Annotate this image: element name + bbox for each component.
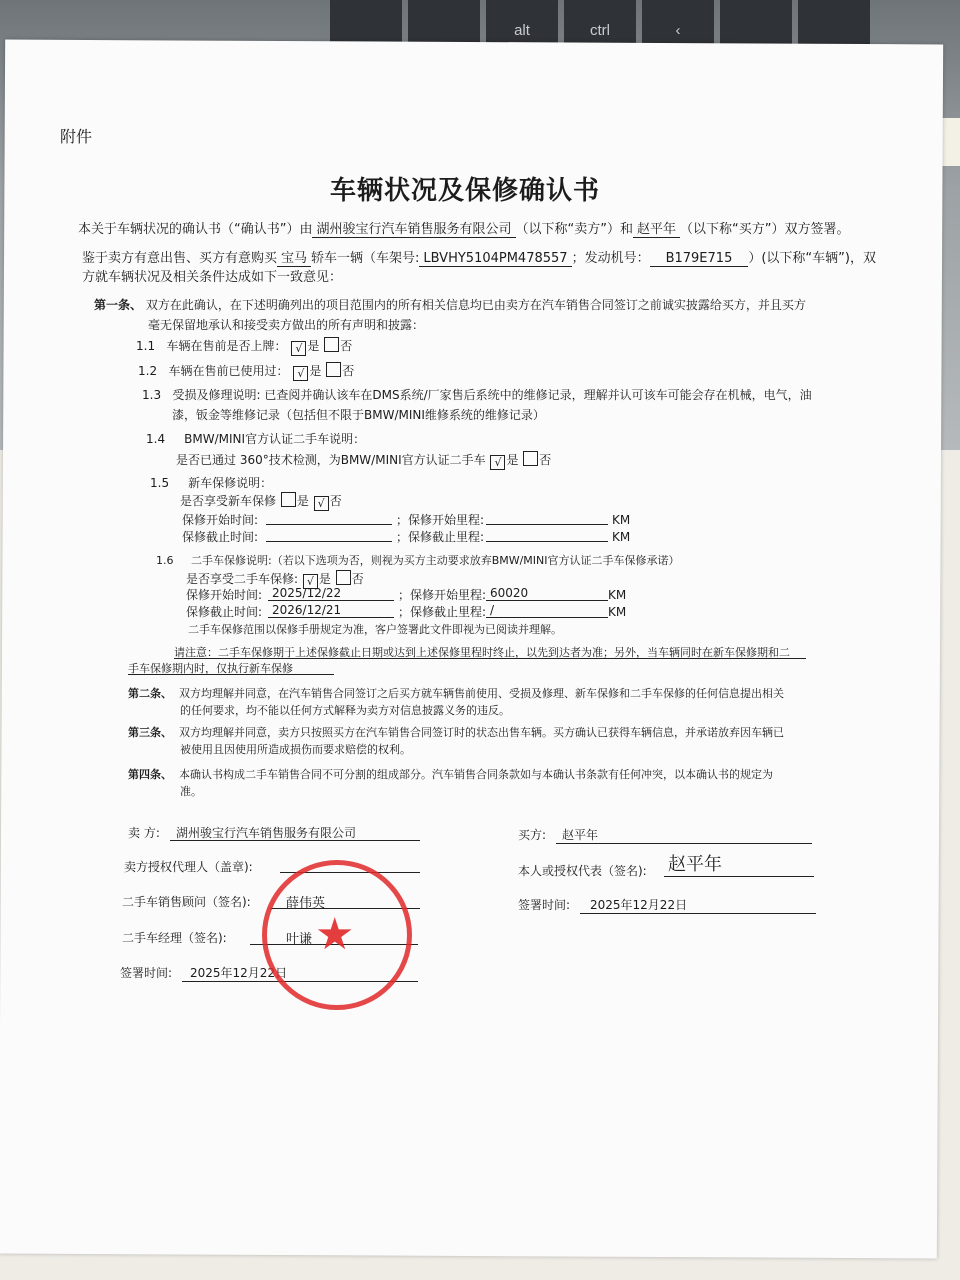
section-text: 是否已通过 360°技术检测，为BMW/MINI官方认证二手车: [176, 453, 486, 467]
buyer-date-line: [580, 913, 816, 914]
used-end-time-label: 保修截止时间:: [186, 605, 263, 619]
seller-signature-name: 湖州骏宝行汽车销售服务有限公司: [176, 826, 357, 840]
article-text: 双方均理解并同意，卖方只按照买方在汽车销售合同签订时的状态出售车辆。买方确认已获得车辆信息，并承诺放弃因车辆已: [179, 726, 784, 739]
key-arrow-left: ‹: [642, 0, 714, 60]
article-4-cont: 准。: [180, 785, 202, 798]
article-3: [128, 724, 784, 740]
key-ctrl: ctrl: [564, 0, 636, 60]
intro-text: 鉴于卖方有意出售、买方有意购买: [82, 251, 278, 266]
checkbox-yes: √: [490, 455, 505, 470]
section-1-1: [136, 337, 352, 356]
checkbox-yes: √: [291, 341, 306, 356]
vin-field: LBVHY5104PM478557: [419, 251, 571, 267]
checkbox-no: [336, 570, 351, 585]
used-end-km-label: ；保修截止里程:: [398, 605, 487, 619]
seal-star-icon: ★: [315, 909, 355, 960]
section-text: 新车保修说明：: [188, 476, 273, 490]
section-text: BMW/MINI官方认证二手车说明：: [184, 432, 366, 446]
no-label: 否: [342, 364, 355, 378]
intro-line-3: 方就车辆状况及相关条件达成如下一致意见：: [82, 270, 343, 285]
document-title: 车辆状况及保修确认书: [330, 176, 601, 206]
checkbox-no: [324, 337, 339, 352]
article-2-cont: 的任何要求，均不能以任何方式解释为卖方对信息披露义务的违反。: [180, 704, 510, 717]
note-line-1: 请注意：二手车保修期于上述保修截止日期或达到上述保修里程时终止，以先到达者为准；另外，当车辆同时在新车保修期和二: [174, 646, 790, 659]
article-label: 第二条、: [128, 687, 172, 700]
seller-label: 卖 方:: [128, 826, 160, 840]
section-text: 车辆在售前是否上牌：: [166, 339, 287, 353]
new-car-end-time-line: [266, 541, 392, 542]
manager-name: 叶谦: [286, 932, 313, 947]
section-number: 1.5: [150, 476, 170, 490]
new-car-start-km-line: [486, 524, 608, 525]
section-1-4-cont: [176, 451, 551, 470]
seller-line: [170, 840, 420, 841]
intro-line-1: [78, 218, 849, 237]
section-number: 1.3: [142, 388, 162, 402]
intro-text: ；发动机号：: [571, 251, 650, 266]
new-car-start-km-label: ；保修开始里程:: [396, 513, 485, 527]
checkbox-no: [326, 362, 341, 377]
section-1-6: [156, 552, 680, 568]
section-1-3-cont: 漆，钣金等维修记录（包括但不限于BMW/MINI维修系统的维修记录）: [172, 408, 545, 422]
article-1: [94, 296, 806, 313]
used-end-km-field: /: [486, 603, 608, 618]
new-car-end-km-line: [486, 541, 608, 542]
seller-date: 2025年12月22日: [190, 966, 288, 980]
seller-agent-label: 卖方授权代理人（盖章):: [124, 860, 253, 874]
manager-label-text: 二手车经理（签名):: [122, 931, 227, 945]
note-line-2: 手车保修期内时，仅执行新车保修: [128, 662, 293, 675]
used-warranty-scope: 二手车保修范围以保修手册规定为准，客户签署此文件即视为已阅读并理解。: [188, 623, 562, 636]
buyer-agent-line: [664, 876, 814, 877]
section-text: 车辆在售前已使用过：: [168, 364, 289, 378]
new-car-start-time-line: [266, 524, 392, 525]
consultant-name: 薛伟英: [286, 896, 326, 911]
section-number: 1.2: [138, 364, 158, 378]
buyer-name-field: 赵平年: [633, 222, 680, 238]
article-label: 第一条、: [94, 298, 143, 312]
article-4: [128, 766, 773, 782]
section-1-5-q: [180, 492, 342, 511]
km-unit: KM: [612, 530, 631, 544]
checkbox-no: √: [314, 496, 329, 511]
section-text: 是否享受二手车保修:: [186, 572, 299, 586]
article-1-cont: 毫无保留地承认和接受卖方做出的所有声明和披露：: [148, 318, 425, 332]
section-1-3: [142, 386, 812, 403]
new-car-end-time-label: 保修截止时间:: [182, 530, 259, 544]
checkbox-yes: √: [303, 574, 318, 589]
intro-text: ）(以下称“车辆”)，双: [748, 251, 876, 266]
section-text: 受损及修理说明: 已查阅并确认该车在DMS系统/厂家售后系统中的维修记录，理解并认可该车可能会存在机械，电气，油: [172, 388, 812, 402]
buyer-date-label: 签署时间:: [518, 898, 571, 912]
used-start-date-field: 2025/12/22: [268, 586, 394, 601]
buyer-label: 买方:: [518, 828, 547, 842]
article-label: 第四条、: [128, 768, 172, 781]
section-1-4: [146, 430, 365, 447]
checkbox-yes: [281, 492, 296, 507]
km-unit: KM: [608, 605, 627, 619]
note-underline: [128, 674, 334, 675]
article-text: 本确认书构成二手车销售合同不可分割的组成部分。汽车销售合同条款如与本确认书条款有任何冲突，以本确认书的规定为: [179, 768, 773, 781]
checkbox-no: [523, 451, 538, 466]
section-number: 1.6: [156, 554, 174, 567]
section-1-5: [150, 474, 272, 491]
article-text: 双方均理解并同意，在汽车销售合同签订之后买方就车辆售前使用、受损及修理、新车保修和二手车保修的任何信息提出相关: [179, 687, 784, 700]
no-label: 否: [340, 339, 353, 353]
engine-number-field: B179E715: [650, 251, 749, 267]
yes-label: 是: [296, 494, 309, 508]
intro-text: 轿车一辆（车架号:: [311, 251, 420, 266]
section-text: 是否享受新车保修: [180, 494, 277, 508]
buyer-handwritten-signature: 赵平年: [668, 854, 722, 875]
no-label: 否: [351, 572, 364, 586]
brand-field: 宝马: [277, 251, 311, 267]
new-car-end-km-label: ；保修截止里程:: [396, 530, 485, 544]
intro-text: （以下称“卖方”）和: [515, 222, 633, 237]
note-underline: [174, 658, 806, 659]
yes-label: 是: [307, 339, 320, 353]
seller-date-label: 签署时间:: [120, 966, 173, 980]
intro-text: （以下称“买方”）双方签署。: [680, 222, 850, 237]
used-end-date-field: 2026/12/21: [268, 603, 394, 618]
checkbox-yes: √: [293, 366, 308, 381]
key-alt: alt: [486, 0, 558, 60]
section-1-2: [138, 362, 354, 381]
company-seal: [262, 860, 412, 1010]
buyer-agent-label: 本人或授权代表（签名):: [518, 864, 647, 878]
buyer-signature-name: 赵平年: [562, 828, 599, 842]
article-2: [128, 685, 784, 701]
used-start-km-field: 60020: [486, 586, 608, 601]
seller-name-field: 湖州骏宝行汽车销售服务有限公司: [312, 222, 515, 238]
section-number: 1.4: [146, 432, 166, 446]
yes-label: 是: [318, 572, 331, 586]
article-label: 第三条、: [128, 726, 172, 739]
article-3-cont: 被使用且因使用所造成损伤而要求赔偿的权利。: [180, 743, 411, 756]
consultant-label: 二手车销售顾问（签名):: [122, 895, 251, 909]
new-car-start-time-label: 保修开始时间:: [182, 513, 259, 527]
attachment-label: 附件: [60, 127, 93, 146]
no-label: 否: [329, 494, 342, 508]
km-unit: KM: [612, 513, 631, 527]
section-number: 1.1: [136, 339, 156, 353]
used-start-time-label: 保修开始时间:: [186, 588, 263, 602]
yes-label: 是: [309, 364, 322, 378]
section-text: 二手车保修说明:（若以下选项为否，则视为买方主动要求放弃BMW/MINI官方认证二手车保修承诺）: [190, 554, 680, 567]
yes-label: 是: [506, 453, 519, 467]
buyer-line: [556, 843, 812, 844]
buyer-date: 2025年12月22日: [590, 898, 688, 912]
used-start-km-label: ；保修开始里程:: [398, 588, 487, 602]
no-label: 否: [539, 453, 552, 467]
intro-text: 本关于车辆状况的确认书（“确认书”）由: [78, 222, 313, 237]
km-unit: KM: [608, 588, 627, 602]
article-text: 双方在此确认，在下述明确列出的项目范围内的所有相关信息均已由卖方在汽车销售合同签订之前诚实披露给买方，并且买方: [145, 298, 806, 312]
intro-line-2: [82, 247, 876, 266]
